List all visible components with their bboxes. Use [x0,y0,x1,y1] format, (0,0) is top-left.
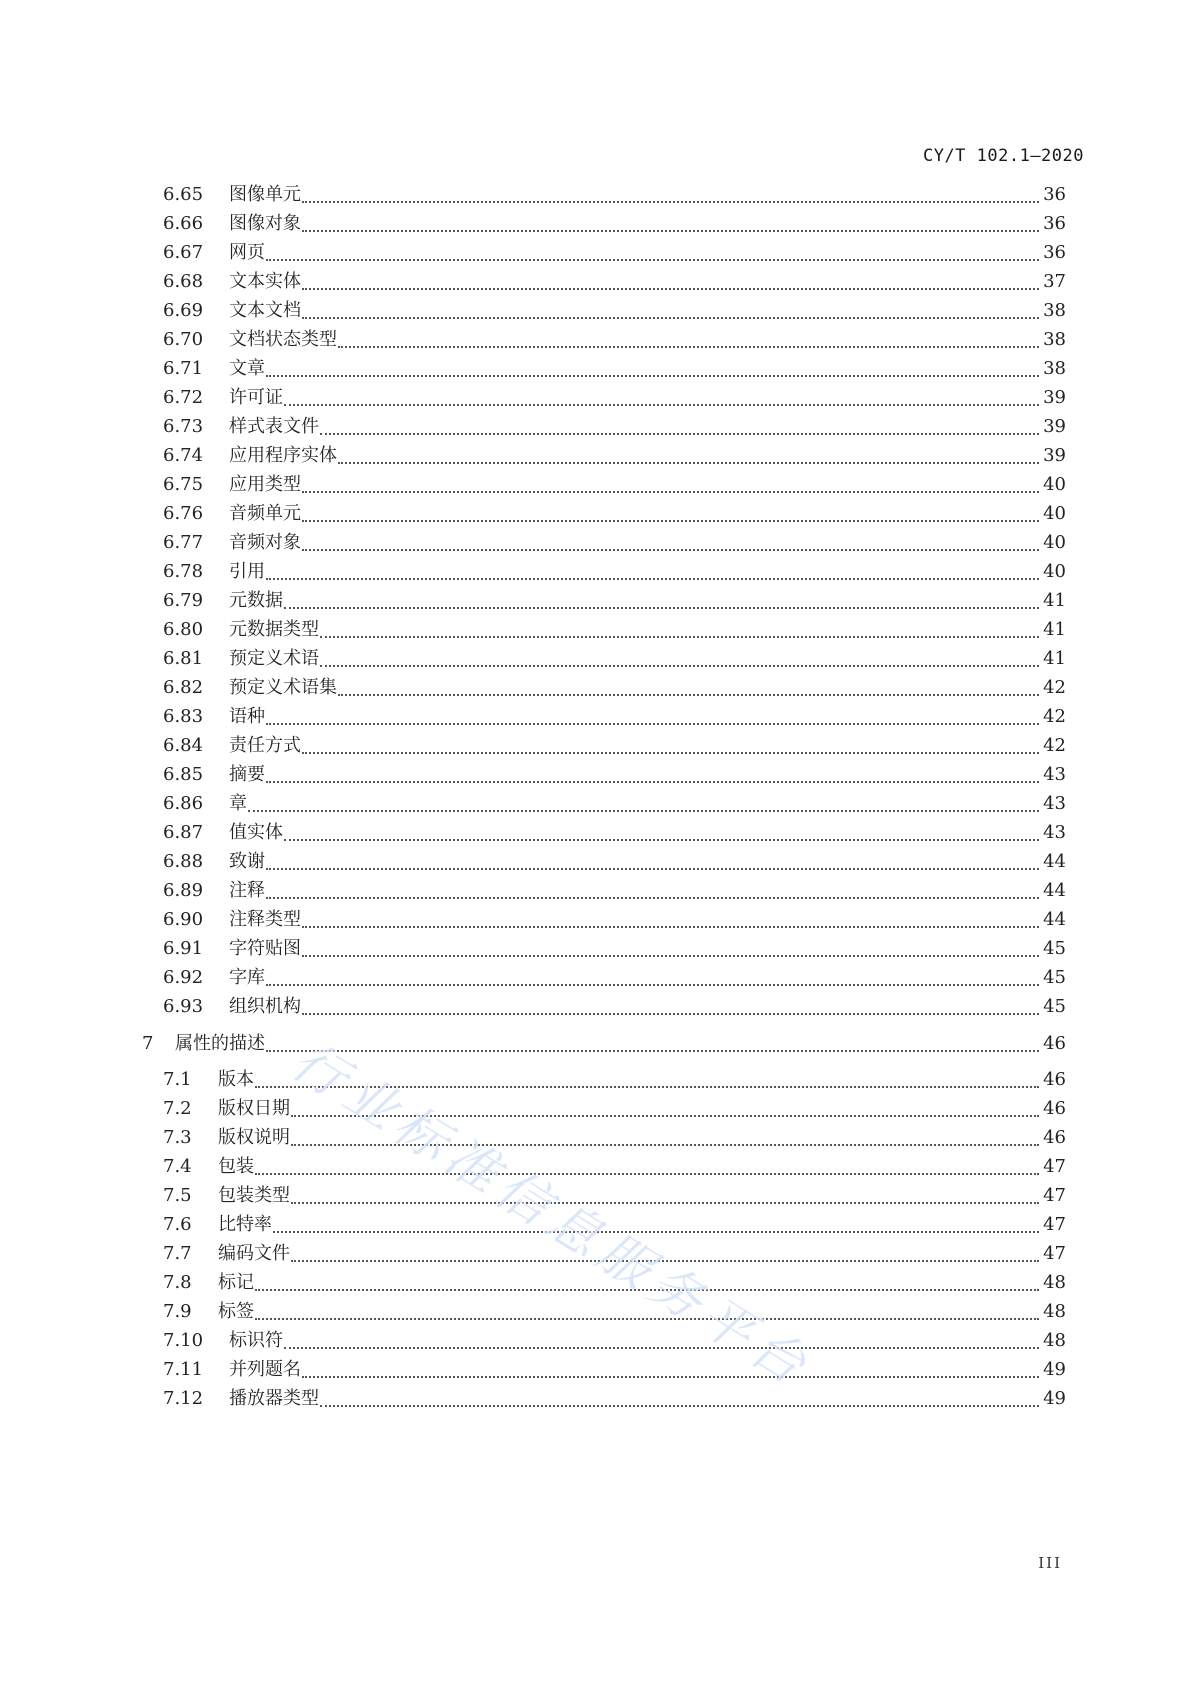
toc-entry[interactable] [0,413,1190,441]
toc-entry-page: 39 [1043,387,1066,408]
toc-entry[interactable] [0,1182,1190,1210]
toc-entry-title: 预定义术语 [229,648,319,669]
toc-entry-page: 41 [1043,619,1066,640]
toc-entry-number: 7.5 [163,1185,192,1206]
toc-entry[interactable] [0,935,1190,963]
toc-entry-number: 6.75 [163,474,204,495]
toc-entry[interactable] [0,181,1190,209]
toc-entry[interactable] [0,877,1190,905]
toc-entry-title: 注释类型 [229,909,301,930]
toc-entry-page: 42 [1043,735,1066,756]
toc-entry-page: 46 [1043,1127,1066,1148]
toc-entry[interactable] [0,993,1190,1021]
toc-entry-number: 6.85 [163,764,204,785]
toc-entry[interactable] [0,442,1190,470]
dot-leader [338,346,1039,348]
dot-leader [302,1376,1039,1378]
dot-leader [291,1115,1039,1117]
toc-entry-page: 38 [1043,329,1066,350]
toc-entry-page: 44 [1043,880,1066,901]
dot-leader [291,1260,1039,1262]
toc-entry-title: 语种 [229,706,265,727]
toc-entry-number: 6.84 [163,735,204,756]
dot-leader [320,636,1039,638]
dot-leader [266,259,1039,261]
toc-entry-page: 39 [1043,445,1066,466]
toc-entry-number: 6.67 [163,242,204,263]
toc-entry[interactable] [0,1066,1190,1094]
dot-leader [320,665,1039,667]
toc-entry-title: 标识符 [229,1330,283,1351]
toc-entry[interactable] [0,384,1190,412]
toc-entry-number: 7.3 [163,1127,192,1148]
toc-entry[interactable] [0,703,1190,731]
toc-entry-number: 6.92 [163,967,204,988]
toc-entry-title: 并列题名 [229,1359,301,1380]
toc-entry-title: 图像单元 [229,184,301,205]
toc-entry-title: 包装类型 [218,1185,290,1206]
toc-entry-number: 7.11 [163,1359,204,1380]
toc-entry[interactable] [0,616,1190,644]
dot-leader [302,955,1039,957]
toc-entry-number: 6.88 [163,851,204,872]
toc-entry[interactable] [0,1153,1190,1181]
toc-entry-title: 文档状态类型 [229,329,337,350]
toc-entry-title: 包装 [218,1156,254,1177]
toc-entry-title: 章 [229,793,247,814]
toc-entry-number: 7.9 [163,1301,192,1322]
dot-leader [273,1231,1039,1233]
toc-entry-number: 7.6 [163,1214,192,1235]
toc-entry-number: 7.12 [163,1388,204,1409]
toc-entry-title: 值实体 [229,822,283,843]
toc-entry-page: 45 [1043,938,1066,959]
dot-leader [338,462,1039,464]
toc-entry-page: 42 [1043,706,1066,727]
dot-leader [320,1405,1039,1407]
toc-entry[interactable] [0,471,1190,499]
toc-entry-title: 编码文件 [218,1243,290,1264]
toc-entry-title: 文本实体 [229,271,301,292]
toc-entry-title: 播放器类型 [229,1388,319,1409]
toc-entry[interactable] [0,239,1190,267]
toc-entry[interactable] [0,906,1190,934]
toc-entry-page: 40 [1043,503,1066,524]
dot-leader [266,897,1039,899]
toc-entry[interactable] [0,732,1190,760]
toc-entry-number: 6.66 [163,213,204,234]
toc-entry-page: 46 [1043,1033,1066,1054]
toc-entry-title: 许可证 [229,387,283,408]
toc-entry-title: 属性的描述 [175,1033,265,1054]
toc-entry[interactable] [0,645,1190,673]
toc-entry-page: 40 [1043,532,1066,553]
toc-entry-title: 标记 [218,1272,254,1293]
toc-entry-number: 6.80 [163,619,204,640]
dot-leader [302,549,1039,551]
toc-entry[interactable] [0,1298,1190,1326]
toc-entry-number: 6.68 [163,271,204,292]
toc-entry[interactable] [0,268,1190,296]
toc-entry-page: 49 [1043,1388,1066,1409]
toc-entry-page: 46 [1043,1069,1066,1090]
dot-leader [266,723,1039,725]
dot-leader [284,839,1039,841]
dot-leader [338,694,1039,696]
toc-entry-number: 6.90 [163,909,204,930]
toc-entry-number: 6.91 [163,938,204,959]
toc-entry[interactable] [0,1211,1190,1239]
toc-entry-number: 7.7 [163,1243,192,1264]
toc-entry[interactable] [0,674,1190,702]
watermark: 行业标准信息服务平台 [281,1031,822,1400]
toc-entry-page: 40 [1043,474,1066,495]
toc-entry[interactable] [0,819,1190,847]
toc-entry-number: 6.82 [163,677,204,698]
toc-entry[interactable] [0,1356,1190,1384]
toc-entry-number: 7.8 [163,1272,192,1293]
dot-leader [266,868,1039,870]
toc-entry-page: 45 [1043,996,1066,1017]
toc-entry-title: 责任方式 [229,735,301,756]
dot-leader [302,491,1039,493]
toc-entry-page: 36 [1043,213,1066,234]
toc-entry-title: 组织机构 [229,996,301,1017]
dot-leader [266,1050,1039,1052]
dot-leader [255,1318,1039,1320]
toc-entry-number: 6.78 [163,561,204,582]
toc-entry-number: 6.74 [163,445,204,466]
toc-entry-page: 41 [1043,590,1066,611]
toc-entry-page: 48 [1043,1272,1066,1293]
toc-entry-title: 元数据 [229,590,283,611]
toc-entry-page: 45 [1043,967,1066,988]
toc-entry-number: 7.1 [163,1069,192,1090]
toc-entry-title: 文章 [229,358,265,379]
dot-leader [302,230,1039,232]
toc-entry-title: 音频单元 [229,503,301,524]
toc-entry-title: 致谢 [229,851,265,872]
toc-entry[interactable] [0,529,1190,557]
toc-entry-title: 样式表文件 [229,416,319,437]
toc-entry[interactable] [0,500,1190,528]
toc-entry-number: 7.10 [163,1330,204,1351]
toc-entry-page: 36 [1043,242,1066,263]
dot-leader [302,201,1039,203]
dot-leader [320,433,1039,435]
toc-entry-title: 比特率 [218,1214,272,1235]
toc-entry[interactable] [0,587,1190,615]
toc-entry-page: 40 [1043,561,1066,582]
toc-entry-title: 图像对象 [229,213,301,234]
toc-entry-page: 43 [1043,822,1066,843]
toc-entry-title: 应用程序实体 [229,445,337,466]
toc-entry-title: 版权说明 [218,1127,290,1148]
toc-entry-number: 6.73 [163,416,204,437]
dot-leader [266,984,1039,986]
toc-entry-title: 音频对象 [229,532,301,553]
toc-entry[interactable] [0,1385,1190,1413]
toc-entry-page: 36 [1043,184,1066,205]
toc-entry[interactable] [0,1240,1190,1268]
toc-entry-page: 39 [1043,416,1066,437]
toc-entry-number: 6.81 [163,648,204,669]
toc-entry-title: 应用类型 [229,474,301,495]
toc-entry[interactable] [0,355,1190,383]
dot-leader [255,1173,1039,1175]
toc-entry-page: 47 [1043,1156,1066,1177]
dot-leader [284,607,1039,609]
dot-leader [266,781,1039,783]
toc-entry[interactable] [0,1327,1190,1355]
toc-entry-page: 46 [1043,1098,1066,1119]
dot-leader [255,1086,1039,1088]
dot-leader [284,1347,1039,1349]
toc-entry[interactable] [0,790,1190,818]
toc-entry[interactable] [0,326,1190,354]
toc-entry[interactable] [0,558,1190,586]
dot-leader [302,288,1039,290]
toc-entry[interactable] [0,848,1190,876]
toc-entry-number: 6.70 [163,329,204,350]
toc-entry-title: 元数据类型 [229,619,319,640]
toc-entry-page: 49 [1043,1359,1066,1380]
standard-code: CY/T 102.1—2020 [922,146,1084,166]
toc-entry-page: 47 [1043,1214,1066,1235]
dot-leader [266,578,1039,580]
toc-entry-number: 6.83 [163,706,204,727]
toc-entry-title: 引用 [229,561,265,582]
toc-entry-page: 44 [1043,909,1066,930]
toc-entry-title: 网页 [229,242,265,263]
toc-entry-page: 38 [1043,300,1066,321]
dot-leader [291,1144,1039,1146]
dot-leader [284,404,1039,406]
toc-entry-title: 字符贴图 [229,938,301,959]
toc-entry-number: 6.71 [163,358,204,379]
toc-entry-page: 41 [1043,648,1066,669]
toc-entry-title: 版本 [218,1069,254,1090]
dot-leader [302,317,1039,319]
toc-entry-title: 标签 [218,1301,254,1322]
toc-entry-number: 7.4 [163,1156,192,1177]
toc-entry-title: 版权日期 [218,1098,290,1119]
toc-entry-number: 6.72 [163,387,204,408]
toc-entry-number: 6.87 [163,822,204,843]
dot-leader [302,520,1039,522]
toc-entry[interactable] [0,210,1190,238]
dot-leader [291,1202,1039,1204]
toc-entry-page: 47 [1043,1185,1066,1206]
toc-entry-title: 字库 [229,967,265,988]
toc-entry[interactable] [0,1030,1190,1058]
toc-entry[interactable] [0,1269,1190,1297]
toc-entry-number: 6.77 [163,532,204,553]
dot-leader [266,375,1039,377]
dot-leader [255,1289,1039,1291]
toc-entry-number: 6.89 [163,880,204,901]
toc-entry-title: 预定义术语集 [229,677,337,698]
dot-leader [302,1013,1039,1015]
toc-entry-page: 42 [1043,677,1066,698]
toc-entry-number: 6.69 [163,300,204,321]
page-number: III [1038,1554,1062,1572]
toc-entry[interactable] [0,761,1190,789]
toc-entry-number: 6.79 [163,590,204,611]
toc-entry-page: 48 [1043,1330,1066,1351]
toc-entry-page: 48 [1043,1301,1066,1322]
dot-leader [302,752,1039,754]
dot-leader [248,810,1039,812]
toc-entry[interactable] [0,297,1190,325]
dot-leader [302,926,1039,928]
toc-entry-page: 47 [1043,1243,1066,1264]
toc-entry-number: 6.93 [163,996,204,1017]
toc-entry-page: 43 [1043,793,1066,814]
toc-entry-number: 7 [142,1033,154,1054]
toc-entry-title: 文本文档 [229,300,301,321]
toc-entry-number: 6.76 [163,503,204,524]
toc-entry-title: 注释 [229,880,265,901]
toc-entry[interactable] [0,964,1190,992]
toc-entry-number: 6.86 [163,793,204,814]
toc-entry-number: 7.2 [163,1098,192,1119]
toc-entry[interactable] [0,1095,1190,1123]
toc-entry-number: 6.65 [163,184,204,205]
toc-entry-page: 44 [1043,851,1066,872]
toc-entry-title: 摘要 [229,764,265,785]
toc-entry-page: 37 [1043,271,1066,292]
toc-entry-page: 43 [1043,764,1066,785]
toc-entry-page: 38 [1043,358,1066,379]
toc-entry[interactable] [0,1124,1190,1152]
